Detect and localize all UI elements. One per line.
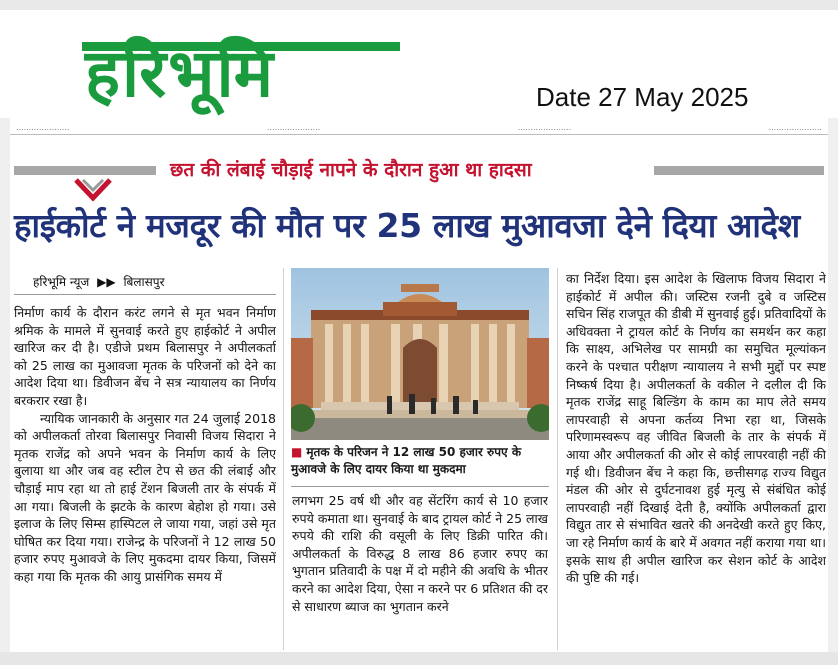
column-divider — [557, 268, 558, 650]
paragraph: लगभग 25 वर्ष थी और वह सेंटरिंग कार्य से 10 हजार रुपये कमाता था। सुनवाई के बाद ट्रायल कोर्ट ने 25 लाख रुपये की राशि की वसूली के लिए डिक्री पारित की। अपीलकर्ता के विरुद्ध 8 लाख 86 हजार रुपए का भुगतान प्रतिवादी के पक्ष में दो महीने की अवधि के भीतर करने का आदेश दिया, ऐसा न करने पर 6 प्रतिशत की दर से साधारण ब्याज का भुगतान करने — [292, 493, 548, 614]
caption-bullet-icon: ■ — [291, 445, 303, 459]
kicker-rule-left — [14, 166, 156, 175]
high-court-photo — [291, 268, 549, 440]
clipping-date: Date 27 May 2025 — [536, 82, 749, 112]
byline-separator: ▶▶ — [97, 275, 116, 289]
scan-edge-left — [0, 118, 10, 652]
scan-edge-top — [0, 0, 838, 10]
kicker-rule-right — [654, 166, 824, 175]
paragraph: का निर्देश दिया। इस आदेश के खिलाफ विजय सिदारा ने हाईकोर्ट में अपील की। जस्टिस रजनी दुबे व जस्टिस सचिन सिंह राजपूत की डीबी में सुनवाई हुई। प्रतिवादियों के अधिवक्ता ने ट्रायल कोर्ट के निर्णय का समर्थन कर कहा कि साक्ष्य, अभिलेख पर सामग्री का समुचित मूल्यांकन करने के पश्चात परीक्षण न्यायालय ने सभी मुद्दों पर स्पष्ट निष्कर्ष दिया है। अपीलकर्ता के वकील ने दलील दी कि मृतक राजेंद्र साहू बिल्डिंग के काम का माप लेते समय लापरवाही से अपना कर्तव्य निभा रहा था, जिसके परिणामस्वरूप वह जीवित बिजली के तार के संपर्क में आया और अपीलकर्ता की ओर से कोई लापरवाही नहीं की गई थी। डिवीजन बेंच ने कहा कि, छत्तीसगढ़ राज्य विद्युत मंडल की ओर से दुर्घटनावश हुई मृत्यु से संबंधित कोई लापरवाही नहीं दिखाई देती है, क्योंकि अपीलकर्ता द्वारा विद्युत तार से संभावित खतरे की अनदेखी करते हुए किए, जा रहे निर्माण कार्य के बारे में अवगत नहीं कराया गया था। इसके साथ ही अपील खारिज कर सेशन कोर्ट के आदेश की पुष्टि की गई। — [566, 271, 826, 586]
byline-rule — [14, 294, 276, 295]
paragraph: न्यायिक जानकारी के अनुसार गत 24 जुलाई 2018 को अपीलकर्ता तोरवा बिलासपुर निवासी विजय सिदारा ने मृतक राजेंद्र को अपने भवन के निर्माण कार्य के लिए बुलाया था और जब वह स्टील टेप से छत की लंबाई और चौड़ाई माप रहा था तो हाई टेंशन बिजली तार के संपर्क में आ गया। बिजली के झटके के कारण बेहोश हो गया। उसे इलाज के लिए सिम्स हास्पिटल ले जाया गया, जहां उसे मृत घोषित कर दिया गया। राजेन्द्र के परिजनों ने 12 लाख 50 हजार रुपए मुआवजे के लिए मुकदमा दायर किया, जिसमें कहा गया कि मृतक की आयु प्रासंगिक समय में — [14, 410, 276, 584]
byline-source: हरिभूमि न्यूज — [33, 275, 90, 289]
scan-edge-right — [828, 118, 838, 652]
newspaper-logo: हरिभूमि — [85, 35, 276, 112]
article-column-3 — [566, 270, 826, 650]
scan-edge-bottom — [0, 652, 838, 665]
caption-text: मृतक के परिजन ने 12 लाख 50 हजार रुपए के मुआवजे के लिए दायर किया था मुकदमा — [291, 445, 522, 476]
article-headline: हाईकोर्ट ने मजदूर की मौत पर 25 लाख मुआवजा देने दिया आदेश — [14, 206, 800, 245]
chevron-down-icon — [74, 178, 112, 202]
article-kicker: छत की लंबाई चौड़ाई नापने के दौरान हुआ था हादसा — [170, 159, 532, 181]
paragraph: निर्माण कार्य के दौरान करंट लगने से मृत भवन निर्माण श्रमिक के मामले में सुनवाई करते हुए हाईकोर्ट ने अपील खारिज कर दी है। एडीजे प्रथम बिलासपुर ने अपीलकर्ता को 25 लाख का मुआवजा मृतक के परिजनों को देने का आदेश दिया था। डिवीजन बेंच ने सत्र न्यायालय का निर्णय बरकरार रखा है। — [14, 305, 276, 408]
byline-place: बिलासपुर — [123, 275, 165, 289]
court-building-image — [291, 268, 549, 440]
article-column-2 — [292, 492, 548, 650]
article-byline — [33, 273, 165, 290]
article-column-1 — [14, 304, 276, 650]
column-divider — [283, 268, 284, 650]
cropped-previous-row: ..................... ..................... ..................... ..................... — [10, 120, 828, 135]
photo-caption — [291, 444, 549, 487]
